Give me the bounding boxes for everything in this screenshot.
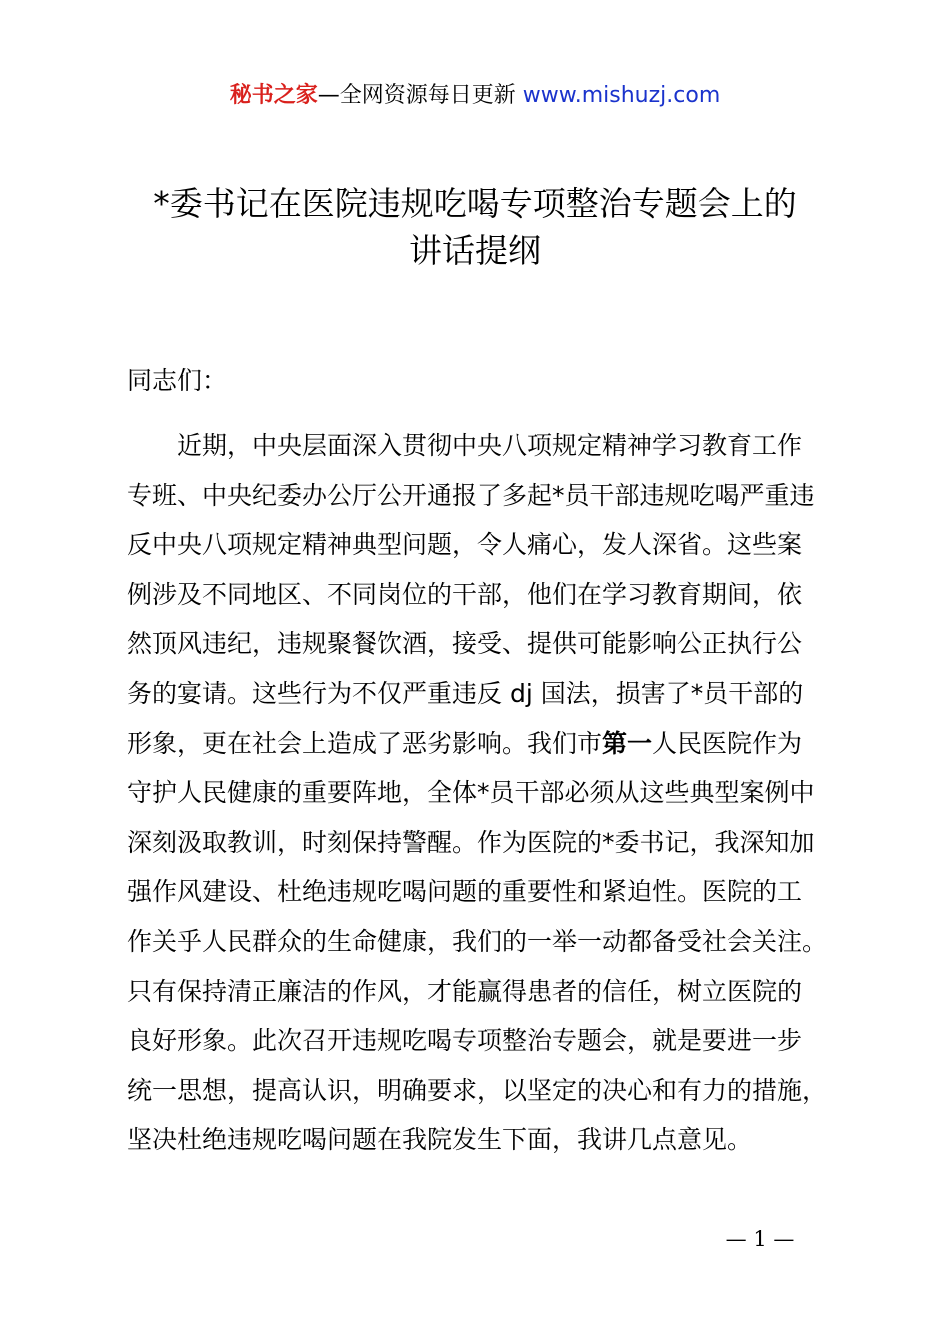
- body-line: 良好形象。此次召开违规吃喝专项整治专题会，就是要进一步: [127, 1026, 803, 1056]
- site-url-link[interactable]: www.mishuzj.com: [522, 83, 721, 108]
- body-line: 只有保持清正廉洁的作风，才能赢得患者的信任，树立医院的: [127, 976, 803, 1006]
- body-text: 形象，更在社会上造成了恶劣影响。我们市: [127, 728, 603, 758]
- body-line: 统一思想，提高认识，明确要求，以坚定的决心和有力的措施，: [127, 1075, 828, 1105]
- body-line: [127, 719, 857, 769]
- speech-body: [127, 421, 857, 1165]
- body-line: 深刻汲取教训，时刻保持警醒。作为医院的*委书记，我深知加: [127, 827, 815, 857]
- body-line: 作关乎人民群众的生命健康，我们的一举一动都备受社会关注。: [127, 926, 828, 956]
- body-text: 人民医院作为: [652, 728, 803, 758]
- site-header: [0, 80, 950, 112]
- body-line: 守护人民健康的重要阵地，全体*员干部必须从这些典型案例中: [127, 778, 815, 808]
- body-line: 然顶风违纪，违规聚餐饮酒，接受、提供可能影响公正执行公: [127, 629, 803, 659]
- body-line: 坚决杜绝违规吃喝问题在我院发生下面，我讲几点意见。: [127, 1125, 753, 1155]
- site-brand: 秘书之家: [229, 83, 318, 108]
- title-line-1: *委书记在医院违规吃喝专项整治专题会上的: [153, 184, 797, 223]
- document-title: [0, 180, 950, 274]
- site-tagline: —全网资源每日更新: [317, 83, 523, 108]
- body-line: 务的宴请。这些行为不仅严重违反 dj 国法，损害了*员干部的: [127, 678, 804, 708]
- title-line-2: 讲话提纲: [409, 231, 541, 270]
- body-line: 强作风建设、杜绝违规吃喝问题的重要性和紧迫性。医院的工: [127, 877, 803, 907]
- body-line: 近期，中央层面深入贯彻中央八项规定精神学习教育工作: [177, 431, 803, 460]
- body-line: 反中央八项规定精神典型问题，令人痛心，发人深省。这些案: [127, 530, 803, 560]
- greeting: 同志们：: [127, 366, 228, 395]
- page-number: — 1 —: [725, 1227, 795, 1251]
- body-text-bold: 第一: [602, 728, 653, 758]
- body-line: 例涉及不同地区、不同岗位的干部，他们在学习教育期间，依: [127, 579, 803, 609]
- body-line: 专班、中央纪委办公厅公开通报了多起*员干部违规吃喝严重违: [127, 480, 815, 510]
